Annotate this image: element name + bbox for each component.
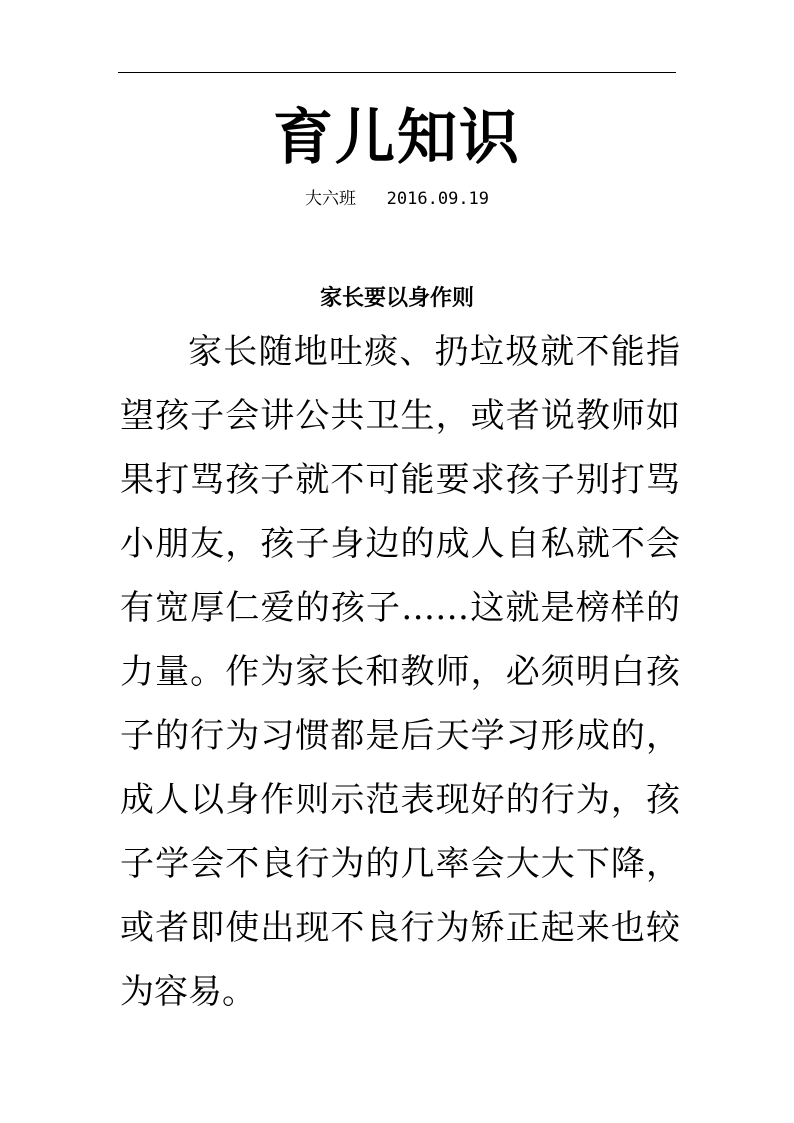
article-body: 家长随地吐痰、扔垃圾就不能指望孩子会讲公共卫生，或者说教师如果打骂孩子就不可能要求孩子别打骂小朋友，孩子身边的成人自私就不会有宽厚仁爱的孩子……这就是榜样的力量。作为家长和教师，必须明白孩子的行为习惯都是后天学习形成的，成人以身作则示范表现好的行为，孩子学会不良行为的几率会大大下降，或者即使出现不良行为矫正起来也较为容易。	[120, 332, 680, 1012]
header-rule	[118, 72, 676, 73]
byline	[0, 187, 794, 211]
class-name: 大六班	[304, 189, 356, 209]
byline-spacer	[356, 189, 387, 209]
article-heading: 家长要以身作则	[319, 286, 474, 311]
page-title: 育儿知识	[273, 103, 521, 173]
publish-date: 2016.09.19	[386, 189, 490, 209]
